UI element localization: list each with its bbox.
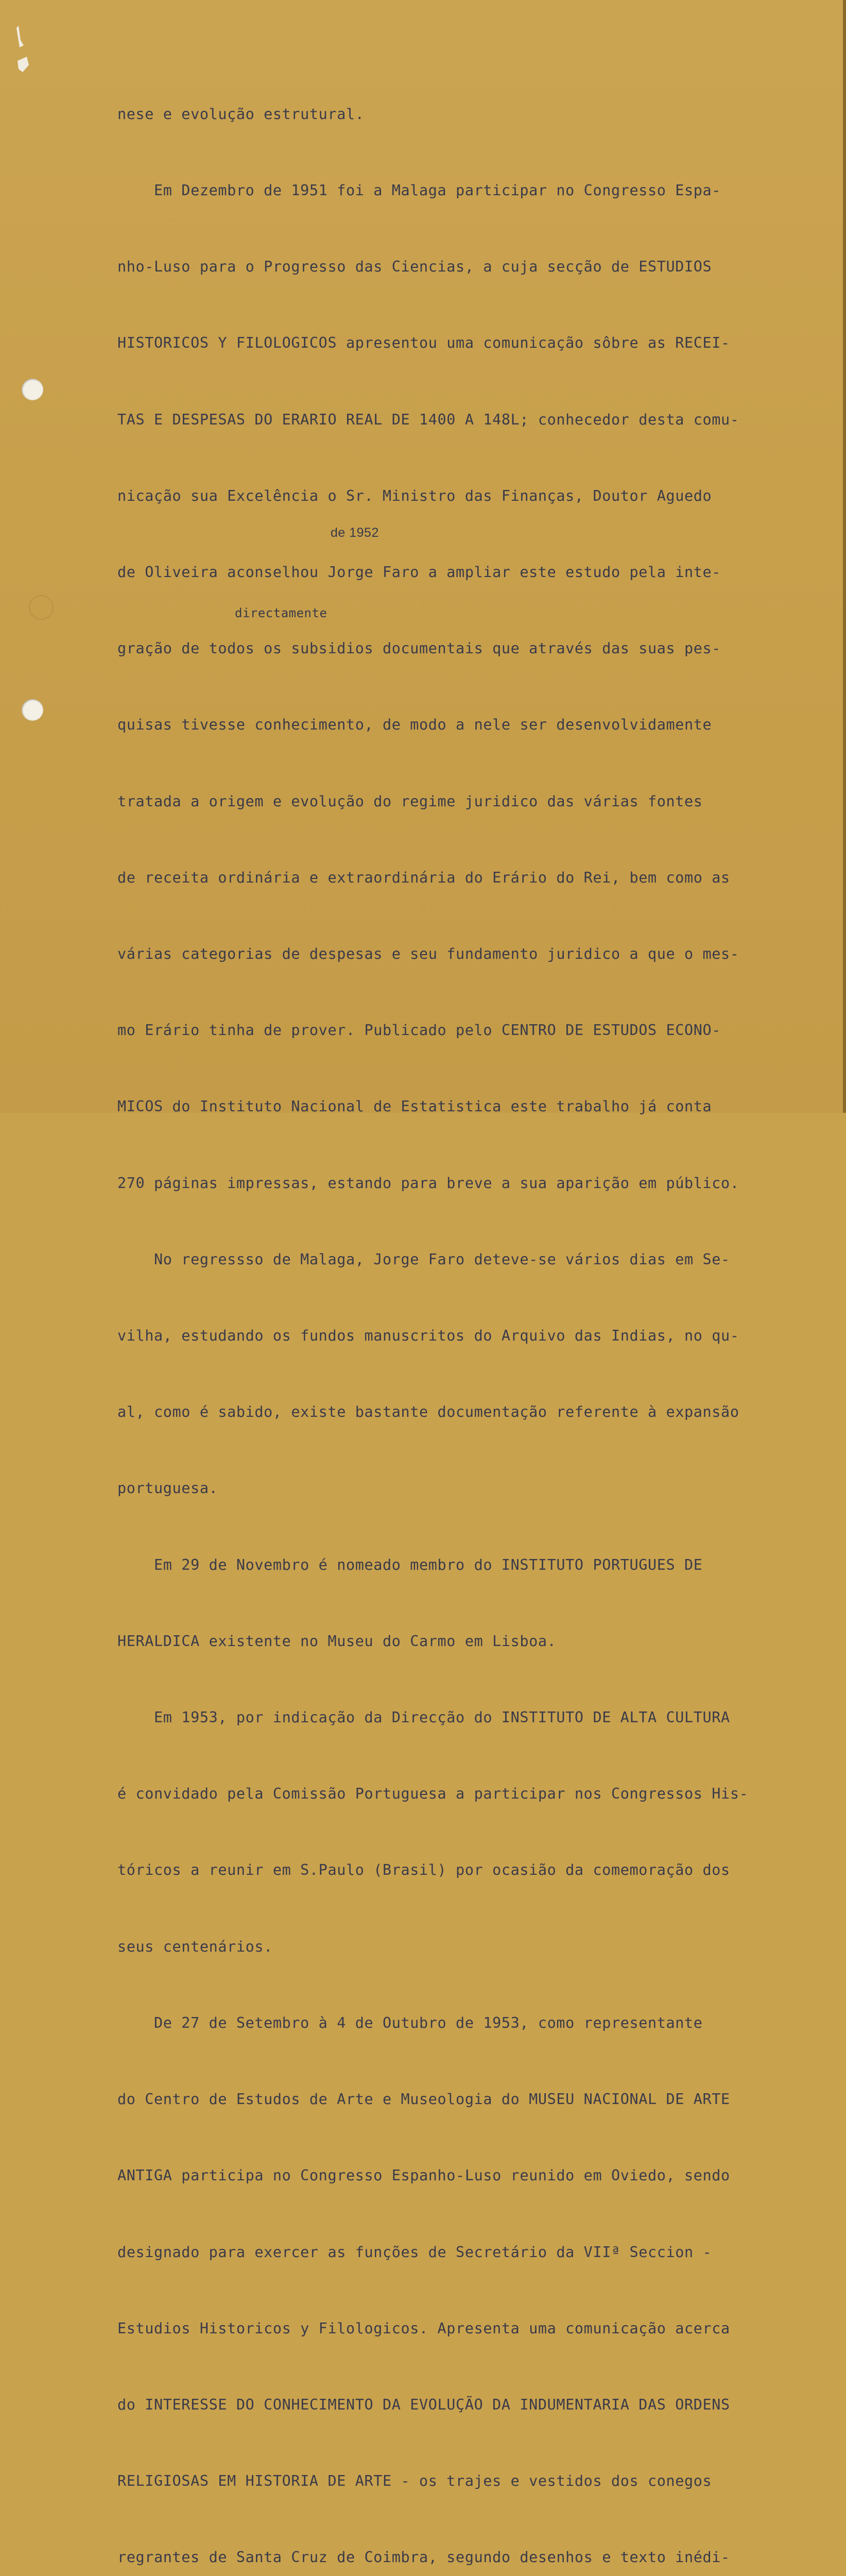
text-line: do Centro de Estudos de Arte e Museologia do MUSEU NACIONAL DE ARTE	[117, 2091, 730, 2108]
text-line: nicação sua Excelência o Sr. Ministro das Finanças, Doutor Aguedo	[117, 487, 712, 504]
text-line: mo Erário tinha de prover. Publicado pelo CENTRO DE ESTUDOS ECONO-	[117, 1022, 721, 1039]
text-line: tratada a origem e evolução do regime juridico das várias fontes	[117, 792, 703, 810]
text-line: HISTORICOS Y FILOLOGICOS apresentou uma comunicação sôbre as RECEI-	[117, 334, 730, 352]
text-line: nese e evolução estrutural.	[117, 105, 365, 123]
faint-hole-mark	[29, 595, 54, 620]
text-line: portuguesa.	[117, 1480, 218, 1497]
text-line: Estudios Historicos y Filologicos. Apresenta uma comunicação acerca	[117, 2319, 730, 2337]
text-line: de receita ordinária e extraordinária do Erário do Rei, bem como as	[117, 869, 730, 886]
typed-insert-annotation: directamente	[235, 606, 327, 620]
torn-corner-mark	[11, 25, 32, 76]
text-line: designado para exercer as funções de Secretário da VIIª Seccion -	[117, 2243, 712, 2261]
text-line: vilha, estudando os fundos manuscritos do Arquivo das Indias, no qu-	[117, 1327, 739, 1345]
text-line: quisas tivesse conhecimento, de modo a nele ser desenvolvidamente	[117, 716, 712, 734]
page-edge	[843, 0, 846, 1113]
text-line: No regressso de Malaga, Jorge Faro deteve-se vários dias em Se-	[117, 1250, 730, 1268]
text-line: Em 29 de Novembro é nomeado membro do INSTITUTO PORTUGUES DE	[117, 1556, 703, 1573]
text-line: de Oliveira aconselhou Jorge Faro a ampliar este estudo pela inte-	[117, 564, 721, 581]
text-line: De 27 de Setembro à 4 de Outubro de 1953, como representante	[117, 2014, 703, 2031]
text-line: RELIGIOSAS EM HISTORIA DE ARTE - os trajes e vestidos dos conegos	[117, 2472, 712, 2490]
text-line: TAS E DESPESAS DO ERARIO REAL DE 1400 A 148L; conhecedor desta comu-	[117, 411, 739, 428]
text-line: várias categorias de despesas e seu fundamento juridico a que o mes-	[117, 945, 739, 963]
text-line: 270 páginas impressas, estando para breve a sua aparição em público.	[117, 1174, 739, 1192]
text-line: regrantes de Santa Cruz de Coimbra, segundo desenhos e texto inédi-	[117, 2549, 730, 2566]
punch-hole-bottom	[22, 699, 43, 721]
text-line: nho-Luso para o Progresso das Ciencias, a cuja secção de ESTUDIOS	[117, 258, 712, 276]
text-line: do INTERESSE DO CONHECIMENTO DA EVOLUÇÃO DA INDUMENTARIA DAS ORDENS	[117, 2396, 730, 2413]
text-line: é convidado pela Comissão Portuguesa a participar nos Congressos His-	[117, 1785, 749, 1803]
text-line: gração de todos os subsidios documentais que através das suas pes-	[117, 640, 721, 657]
text-line: HERALDICA existente no Museu do Carmo em Lisboa.	[117, 1632, 557, 1650]
text-line: Em 1953, por indicação da Direcção do INSTITUTO DE ALTA CULTURA	[117, 1709, 730, 1726]
text-line: seus centenários.	[117, 1938, 273, 1955]
text-line: Em Dezembro de 1951 foi a Malaga participar no Congresso Espa-	[117, 182, 721, 199]
text-line: tóricos a reunir em S.Paulo (Brasil) por ocasião da comemoração dos	[117, 1861, 730, 1879]
handwritten-year-annotation: de 1952	[331, 526, 379, 540]
text-line: al, como é sabido, existe bastante documentação referente à expansão	[117, 1403, 739, 1421]
punch-hole-top	[22, 379, 43, 400]
text-line: ANTIGA participa no Congresso Espanho-Luso reunido em Oviedo, sendo	[117, 2167, 730, 2184]
text-line: MICOS do Instituto Nacional de Estatistica este trabalho já conta	[117, 1098, 712, 1115]
typed-text-body	[117, 50, 833, 2576]
